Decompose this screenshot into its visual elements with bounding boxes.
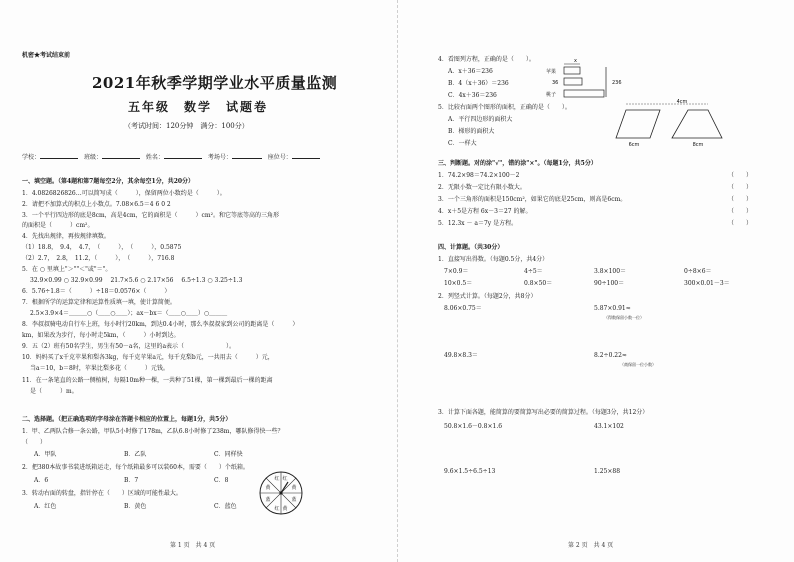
q2-4: 4．看图列方程，正确的是（ ）。	[438, 56, 535, 63]
section-1-heading: 一、填空题。（第4题和第7题每空2分，其余每空1分，共20分）	[22, 178, 195, 185]
q2-2: 2．把380本故事书装进纸箱运走，每个纸箱最多可以装60本，需要（ ）个纸箱。	[22, 464, 249, 471]
q2-3: 3．转动右面的转盘，指针停在（ ）区域的可能性最大。	[22, 490, 182, 497]
field-seat-blank[interactable]	[292, 152, 320, 159]
spinner-label-8: 红	[274, 476, 280, 482]
page-1-footer: 第 1 页 共 4 页	[170, 542, 216, 549]
q1-7-row: 2.5×3.9×4＝＿＿＿○（＿＿○＿＿）；ax－bx＝（＿＿○＿＿）○＿＿＿	[30, 310, 228, 317]
judge-item-4: 4．x＋5是方程 6x－3＝27 的解。	[438, 208, 532, 215]
fig-peach-label: 桃子	[546, 92, 557, 98]
mental-calc-1: 7×0.9＝	[444, 268, 469, 275]
mental-calc-4: 0÷8×6＝	[684, 268, 712, 275]
q1-4-row1: （1）18.8， 9.4， 4.7， （ ）， （ ），0.5875	[22, 244, 182, 251]
judge-mark-4[interactable]: （ ）	[728, 208, 753, 215]
page-2-footer: 第 2 页 共 4 页	[568, 542, 614, 549]
q2-5-option-c[interactable]: C．一样大	[448, 140, 477, 147]
q1-10a: 10．妈妈买了x千克苹果和梨各3kg，每千克苹果a元，每千克梨b元，一共用去（ ）元，	[22, 354, 274, 361]
field-name-label: 姓名：	[145, 154, 164, 161]
q2-4-option-a[interactable]: A．x＋36＝236	[448, 68, 493, 75]
section-2-heading: 二、选择题。（把正确选项的字母涂在答题卡相应的位置上，每题1分，共5分）	[22, 416, 232, 423]
q1-7: 7．根据所学的运算定律和运算性质填一填，使计算简便。	[22, 299, 176, 306]
q1-2: 2．请把不加算式的积点上小数点。7.08×6.5＝4 6 0 2	[22, 201, 171, 208]
judge-mark-3[interactable]: （ ）	[728, 196, 753, 203]
q2-4-option-c[interactable]: C．4x＋36＝236	[448, 92, 497, 99]
section-3-heading: 三、判断题。对的涂"√"，错的涂"×"。（每题1分，共5分）	[438, 160, 597, 167]
q2-4-option-b[interactable]: B．4（x＋36）＝236	[448, 80, 509, 87]
trapezoid-shape	[672, 110, 722, 138]
calc-q2: 2．列竖式计算。（每题2分，共8分）	[438, 293, 537, 300]
simplify-calc-2: 43.1×102	[594, 423, 624, 430]
field-room-label: 考场号：	[207, 154, 232, 161]
mental-calc-5: 10×0.5＝	[444, 280, 473, 287]
field-school-blank[interactable]	[40, 152, 78, 159]
field-class-label: 班级：	[83, 154, 102, 161]
spinner-label-5: 红	[274, 506, 280, 512]
q2-5: 5．比较右面两个图形的面积，正确的是（ ）。	[438, 104, 571, 111]
judge-item-3: 3．一个三角形的面积是150cm²，如果它的底是25cm，则高是6cm。	[438, 196, 627, 203]
q1-11b: 是（ ）m。	[30, 388, 78, 395]
mental-calc-3: 3.8×100＝	[594, 268, 627, 275]
vertical-calc-2-note: （得数保留小数一位）	[604, 315, 644, 320]
judge-item-2: 2．无限小数一定比有限小数大。	[438, 184, 526, 191]
q1-5: 5．在 ○ 里填上"＞""＜"或"＝"。	[22, 266, 112, 273]
exam-title: 2021年秋季学期学业水平质量监测	[92, 74, 338, 92]
vertical-calc-2: 5.87×0.91≈	[594, 305, 631, 312]
judge-mark-1[interactable]: （ ）	[728, 172, 753, 179]
q2-1-option-c[interactable]: C．同样快	[214, 451, 243, 458]
q2-5-option-a[interactable]: A．平行四边形的面积大	[448, 116, 513, 123]
fig-apple-label: 苹果	[546, 69, 557, 75]
q1-8a: 8．李叔叔骑电动自行车上班，每小时行20km，到达0.4小时，那么李叔叔家到公司的距离是（ ）	[22, 321, 299, 328]
q2-3-option-c[interactable]: C．蓝色	[214, 503, 237, 510]
spinner-diagram	[258, 470, 304, 516]
q1-1: 1．4.0826826826…可以简写成（ ），保留两位小数约是（ ）。	[22, 190, 226, 197]
field-school-label: 学校：	[22, 154, 41, 161]
shapes-comparison-diagram	[604, 98, 734, 150]
field-name-blank[interactable]	[164, 152, 202, 159]
q1-4-row2: （2）2.7， 2.8， 11.2，（ ）， （ ），716.8	[22, 255, 175, 262]
q1-3a: 3．一个平行四边形的底是8cm，高是4cm，它的面积是（ ）cm²。和它等底等高的三角形	[22, 212, 280, 219]
fig-x-label: x	[574, 58, 577, 64]
fig-top-width: 4cm	[676, 99, 688, 105]
calc-q1: 1．直接写出得数。（每题0.5分，共4分）	[438, 256, 549, 263]
mental-calc-2: 4÷5＝	[524, 268, 543, 275]
spinner-pointer	[281, 482, 288, 493]
mental-calc-6: 0.8×50＝	[524, 280, 553, 287]
q1-3b: 的面积是（ ）cm²。	[22, 222, 94, 229]
q2-3-option-b[interactable]: B．黄色	[124, 503, 147, 510]
vertical-calc-3: 49.8×8.3＝	[444, 352, 478, 359]
q2-2-option-b[interactable]: B．7	[124, 477, 139, 484]
q1-11a: 11．在一条笔直的公路一侧植树，每隔10m种一棵，一共种了51棵，第一棵到最后一棵的距离	[22, 377, 273, 384]
q1-5-row: 32.9×0.99 ○ 32.9×0.99 21.7×5.6 ○ 2.17×56 6.5÷1.3 ○ 3.25÷1.3	[30, 277, 243, 284]
exam-info: （考试时间：120分钟 满分：100分）	[124, 122, 249, 130]
q2-1a: 1．甲、乙两队合修一条公路，甲队5小时修了178m，乙队6.8小时修了238m，哪队修得快一些？	[22, 428, 284, 435]
q1-6: 6．5.76÷1.8＝（ ）÷18＝0.0576×（ ）	[22, 288, 171, 295]
vertical-calc-1: 8.06×0.75＝	[444, 305, 482, 312]
calc-q3: 3．计算下面各题，能简算的要简算写出必要的简算过程。（每题3分，共12分）	[438, 409, 649, 416]
simplify-calc-3: 9.6×1.5÷6.5÷13	[444, 468, 496, 475]
spinner-label-4: 黄	[282, 506, 288, 512]
q2-5-option-b[interactable]: B．梯形的面积大	[448, 128, 495, 135]
spinner-label-3: 蓝	[291, 497, 297, 503]
field-class-blank[interactable]	[102, 152, 140, 159]
q2-3-option-a[interactable]: A．红色	[34, 503, 57, 510]
fig-total-label: 236	[612, 80, 622, 86]
simplify-calc-1: 50.8×1.6－0.8×1.6	[444, 423, 503, 430]
judge-mark-2[interactable]: （ ）	[728, 184, 753, 191]
spinner-label-6: 蓝	[265, 497, 271, 503]
q2-1-option-b[interactable]: B．乙队	[124, 451, 147, 458]
spinner-label-2: 黄	[291, 485, 297, 491]
fig-36-label: 36	[552, 80, 559, 86]
section-4-heading: 四、计算题。（共30分）	[438, 244, 504, 251]
parallelogram-shape	[616, 110, 660, 138]
field-seat-label: 座位号：	[267, 154, 292, 161]
q1-8b: km，如果改为步行，每小时走5km，（ ）小时到达。	[22, 332, 180, 339]
judge-mark-5[interactable]: （ ）	[728, 220, 753, 227]
q2-2-option-c[interactable]: C．8	[214, 477, 229, 484]
fig-bottom2: 8cm	[692, 142, 704, 148]
spinner-label-7: 黄	[265, 485, 271, 491]
judge-item-1: 1．74.2×98＝74.2×100－2	[438, 172, 520, 179]
vertical-calc-4: 8.2÷0.22≈	[594, 352, 627, 359]
vertical-calc-4-note: （商保留一位小数）	[620, 362, 656, 367]
q1-4: 4．先找出规律，再按规律填数。	[22, 233, 110, 240]
exam-subtitle: 五年级 数学 试题卷	[128, 100, 269, 114]
q1-9: 9．五（2）班有50名学生，男生有50－a名，这里的a表示（ ）。	[22, 343, 236, 350]
q2-1-option-a[interactable]: A．甲队	[34, 451, 57, 458]
simplify-calc-4: 1.25×88	[594, 468, 621, 475]
q2-1b: （ ）	[22, 439, 47, 446]
student-info-row	[22, 152, 320, 162]
mental-calc-8: 300×0.01－3＝	[684, 280, 730, 287]
q2-2-option-a[interactable]: A．6	[34, 477, 49, 484]
field-room-blank[interactable]	[232, 152, 262, 159]
confidential-mark: 机密★考试结束前	[22, 52, 71, 59]
exam-page-2	[397, 0, 794, 562]
spinner-label-1: 红	[282, 476, 288, 482]
judge-item-5: 5．12.3x － a＝7y 是方程。	[438, 220, 518, 227]
equation-bar-diagram	[546, 56, 634, 102]
q1-10b: 当a＝10，b＝8时，苹果比梨多花（ ）元钱。	[30, 365, 169, 372]
mental-calc-7: 90÷100＝	[594, 280, 625, 287]
fig-bottom1: 6cm	[628, 142, 640, 148]
